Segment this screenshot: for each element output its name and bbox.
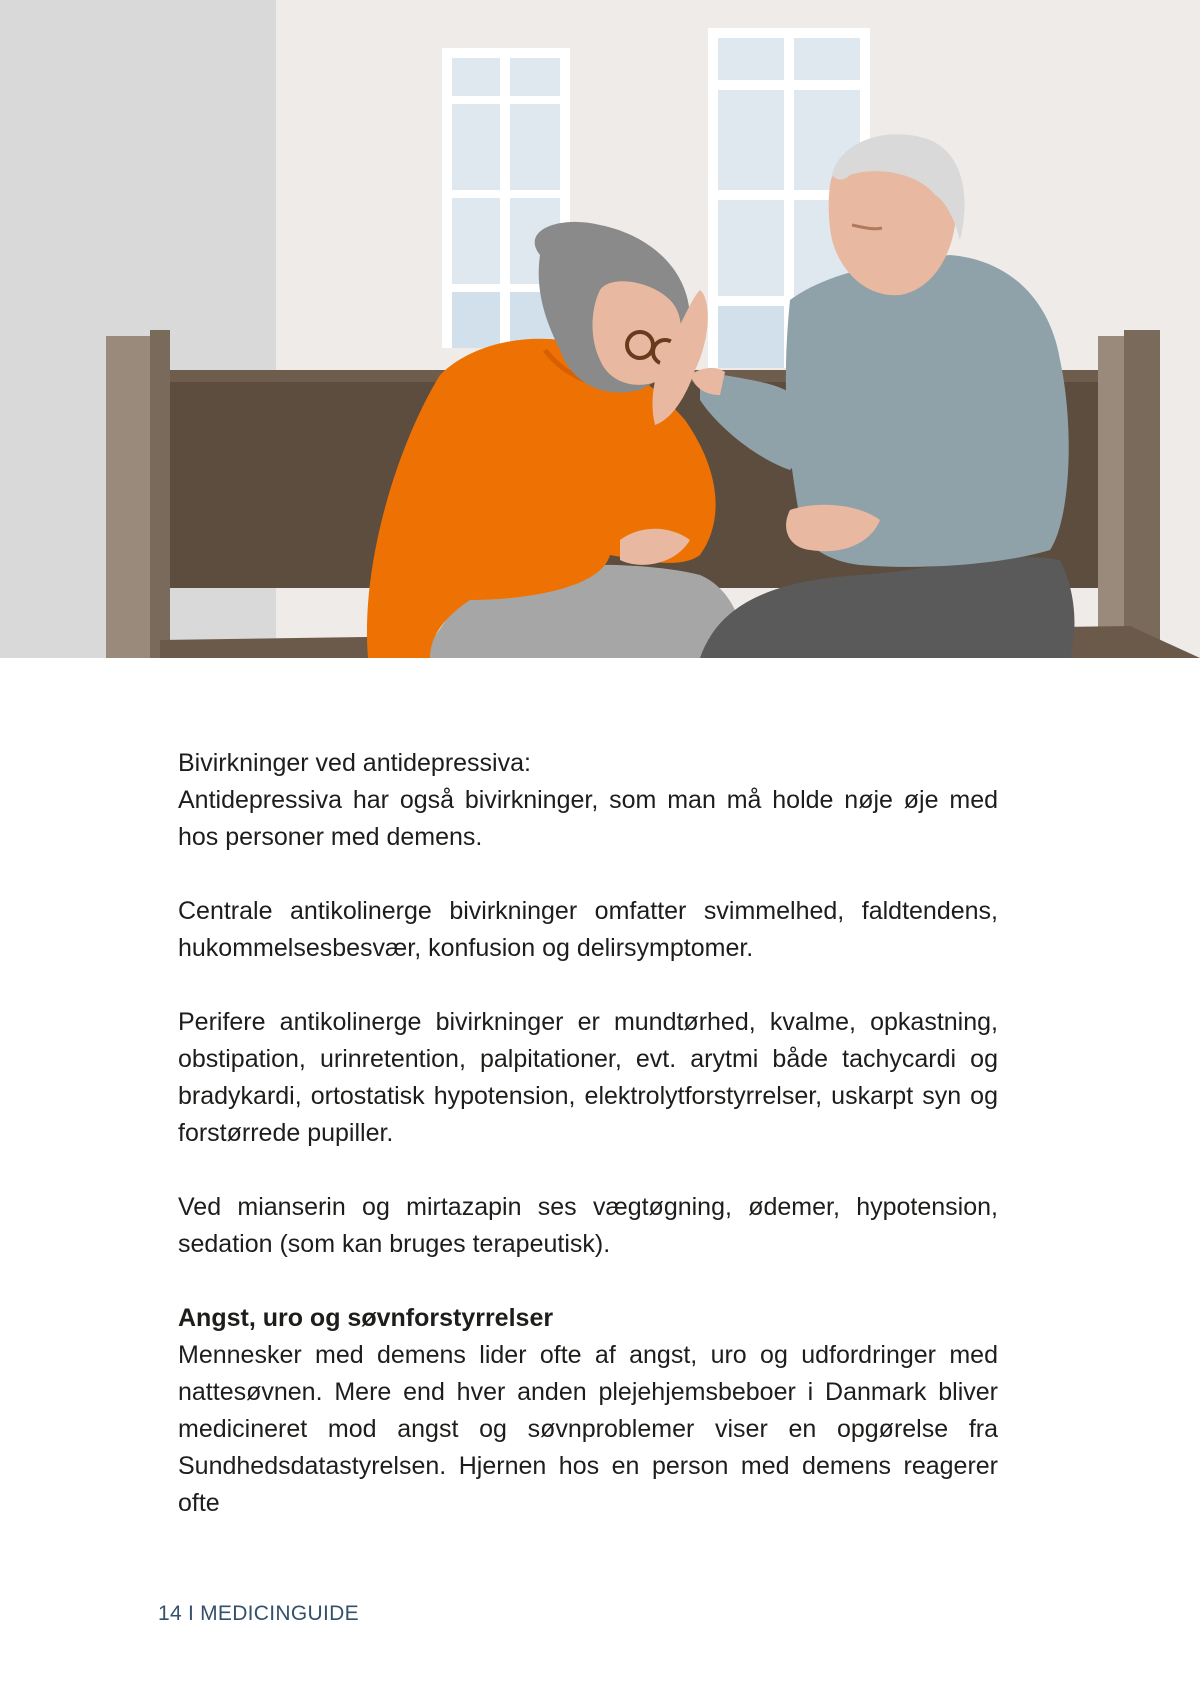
body-text [178,745,998,1522]
section-text: Mennesker med demens lider ofte af angst, uro og udfordringer med nattesøvnen. Mere end hver anden plejehjemsbeboer i Danmark bliver medicineret mod angst og søvnproblemer viser en opgørelse fra Sundhedsdatastyrelsen. Hjernen hos en person med demens reagerer ofte [178,1341,998,1517]
footer-title: MEDICINGUIDE [200,1602,359,1625]
paragraph-line: Bivirkninger ved antidepressiva: [178,749,531,777]
paragraph-peripheral-side-effects [178,1004,998,1152]
page-footer [158,1602,359,1626]
paragraph-line: Centrale antikolinerge bivirkninger omfatter svimmelhed, faldtendens, hukommelsesbesvær, konfusion og delirsymptomer. [178,897,998,962]
section-heading: Angst, uro og søvnforstyrrelser [178,1304,554,1332]
illustration-elderly-couple-on-bench [0,0,1200,658]
footer-separator: I [187,1602,195,1625]
paragraph-side-effects-intro [178,745,998,856]
page-number: 14 [158,1602,182,1625]
paragraph-mianserin-mirtazapin [178,1189,998,1263]
paragraph-line: Perifere antikolinerge bivirkninger er mundtørhed, kvalme, opkastning, obstipation, urinretention, palpitationer, evt. arytmi både tachycardi og bradykardi, ortostatisk hypotension, elektrolytforstyrrelser, uskarpt syn og forstørrede pupiller. [178,1008,998,1147]
paragraph-central-side-effects [178,893,998,967]
paragraph-line: Antidepressiva har også bivirkninger, som man må holde nøje øje med hos personer med demens. [178,786,998,851]
hero-illustration [0,0,1200,658]
paragraph-line: Ved mianserin og mirtazapin ses vægtøgning, ødemer, hypotension, sedation (som kan bruges terapeutisk). [178,1193,998,1258]
